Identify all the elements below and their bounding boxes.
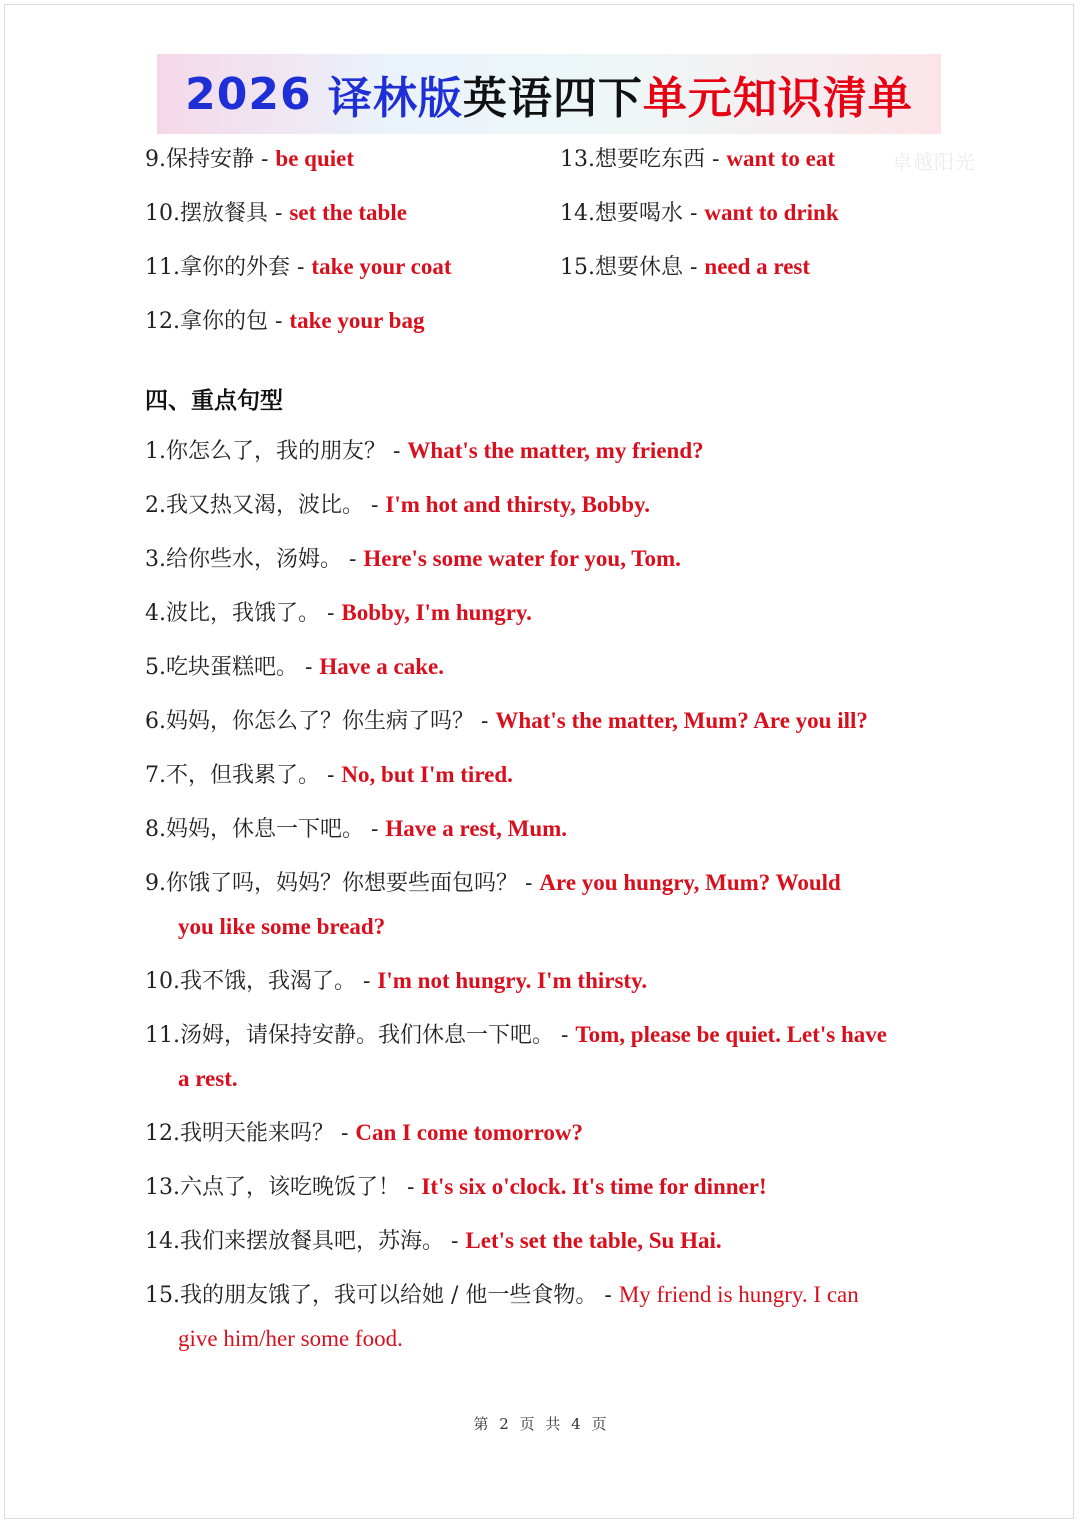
separator: -: [320, 763, 342, 788]
separator: -: [705, 147, 727, 172]
sentence-item: [145, 868, 841, 899]
sentence-zh: 7.不，但我累了。: [145, 763, 320, 788]
phrase-zh: 14.想要喝水: [560, 201, 683, 226]
sentence-item: [145, 1280, 859, 1311]
sentence-en: I'm not hungry. I'm thirsty.: [377, 968, 648, 993]
section-heading: 四、重点句型: [145, 387, 283, 414]
sentence-en-continued: a rest.: [178, 1066, 238, 1091]
phrase-item: [145, 252, 452, 283]
phrase-item: [560, 198, 839, 229]
phrase-zh: 10.摆放餐具: [145, 201, 268, 226]
phrase-en: want to drink: [704, 200, 839, 225]
sentence-zh: 3.给你些水，汤姆。: [145, 547, 342, 572]
sentence-en: Bobby, I'm hungry.: [341, 600, 532, 625]
phrase-item: [145, 198, 407, 229]
sentence-en: It's six o'clock. It's time for dinner!: [421, 1174, 767, 1199]
sentence-en: Have a cake.: [319, 654, 444, 679]
separator: -: [683, 255, 705, 280]
sentence-en: Here's some water for you, Tom.: [363, 546, 681, 571]
sentence-zh: 8.妈妈，休息一下吧。: [145, 817, 364, 842]
separator: -: [364, 817, 386, 842]
separator: -: [342, 547, 364, 572]
sentence-zh: 13.六点了，该吃晚饭了！: [145, 1175, 400, 1200]
title-year: 2026: [185, 68, 328, 120]
sentence-en-continued: you like some bread?: [178, 914, 386, 939]
sentence-item: [145, 1020, 887, 1051]
title-banner: [157, 54, 941, 134]
sentence-zh: 14.我们来摆放餐具吧，苏海。: [145, 1229, 444, 1254]
separator: -: [364, 493, 386, 518]
sentence-en: Can I come tomorrow?: [355, 1120, 584, 1145]
sentence-item: [145, 814, 567, 845]
phrase-item: [145, 306, 424, 337]
sentence-en: My friend is hungry. I can: [618, 1282, 859, 1307]
phrase-zh: 9.保持安静: [145, 147, 254, 172]
sentence-item: [145, 1172, 767, 1203]
title-subject: 英语四下: [462, 73, 643, 124]
phrase-en: want to eat: [726, 146, 836, 171]
sentence-zh: 10.我不饿，我渴了。: [145, 969, 356, 994]
separator: -: [597, 1283, 619, 1308]
sentence-en: What's the matter, my friend?: [407, 438, 704, 463]
separator: -: [298, 655, 320, 680]
sentence-zh: 9.你饿了吗，妈妈？你想要些面包吗？: [145, 871, 518, 896]
sentence-item: [145, 652, 444, 683]
title-publisher: 译林版: [327, 73, 463, 124]
sentence-zh: 1.你怎么了，我的朋友？: [145, 439, 386, 464]
separator: -: [268, 201, 290, 226]
sentence-item: [145, 598, 532, 629]
separator: -: [254, 147, 276, 172]
separator: -: [683, 201, 705, 226]
phrase-zh: 15.想要休息: [560, 255, 683, 280]
phrase-zh: 12.拿你的包: [145, 309, 268, 334]
phrase-item: [145, 144, 354, 175]
sentence-en: Tom, please be quiet. Let's have: [575, 1022, 887, 1047]
separator: -: [334, 1121, 356, 1146]
sentence-item: [145, 760, 513, 791]
separator: -: [518, 871, 540, 896]
sentence-zh: 4.波比，我饿了。: [145, 601, 320, 626]
sentence-item: [145, 436, 704, 467]
sentence-en: What's the matter, Mum? Are you ill?: [495, 708, 868, 733]
phrase-zh: 11.拿你的外套: [145, 255, 290, 280]
sentence-zh: 15.我的朋友饿了，我可以给她 / 他一些食物。: [145, 1283, 598, 1308]
sentence-item: [145, 706, 868, 737]
separator: -: [290, 255, 312, 280]
page-footer: 第 2 页 共 4 页: [473, 1415, 607, 1433]
sentence-en: No, but I'm tired.: [341, 762, 513, 787]
sentence-item: [145, 1226, 722, 1257]
phrase-en: take your bag: [289, 308, 425, 333]
sentence-zh: 5.吃块蛋糕吧。: [145, 655, 298, 680]
separator: -: [444, 1229, 466, 1254]
sentence-zh: 11.汤姆，请保持安静。我们休息一下吧。: [145, 1023, 554, 1048]
sentence-en: I'm hot and thirsty, Bobby.: [385, 492, 651, 517]
sentence-item: [145, 490, 650, 521]
sentence-item: [145, 1118, 583, 1149]
phrase-en: set the table: [289, 200, 407, 225]
phrase-en: take your coat: [311, 254, 452, 279]
sentence-en: Have a rest, Mum.: [385, 816, 568, 841]
sentence-item: [145, 966, 647, 997]
watermark: 卓越阳光: [892, 150, 976, 174]
separator: -: [268, 309, 290, 334]
separator: -: [474, 709, 496, 734]
separator: -: [386, 439, 408, 464]
separator: -: [320, 601, 342, 626]
title-kind: 单元知识清单: [642, 73, 913, 124]
separator: -: [356, 969, 378, 994]
sentence-en-continued: give him/her some food.: [178, 1326, 403, 1351]
phrase-en: be quiet: [275, 146, 355, 171]
separator: -: [400, 1175, 422, 1200]
phrase-en: need a rest: [704, 254, 811, 279]
sentence-en: Let's set the table, Su Hai.: [465, 1228, 722, 1253]
sentence-zh: 6.妈妈，你怎么了？你生病了吗？: [145, 709, 474, 734]
sentence-zh: 12.我明天能来吗？: [145, 1121, 334, 1146]
sentence-en: Are you hungry, Mum? Would: [539, 870, 841, 895]
separator: -: [554, 1023, 576, 1048]
phrase-item: [560, 144, 835, 175]
phrase-zh: 13.想要吃东西: [560, 147, 705, 172]
sentence-item: [145, 544, 681, 575]
phrase-item: [560, 252, 810, 283]
sentence-zh: 2.我又热又渴，波比。: [145, 493, 364, 518]
